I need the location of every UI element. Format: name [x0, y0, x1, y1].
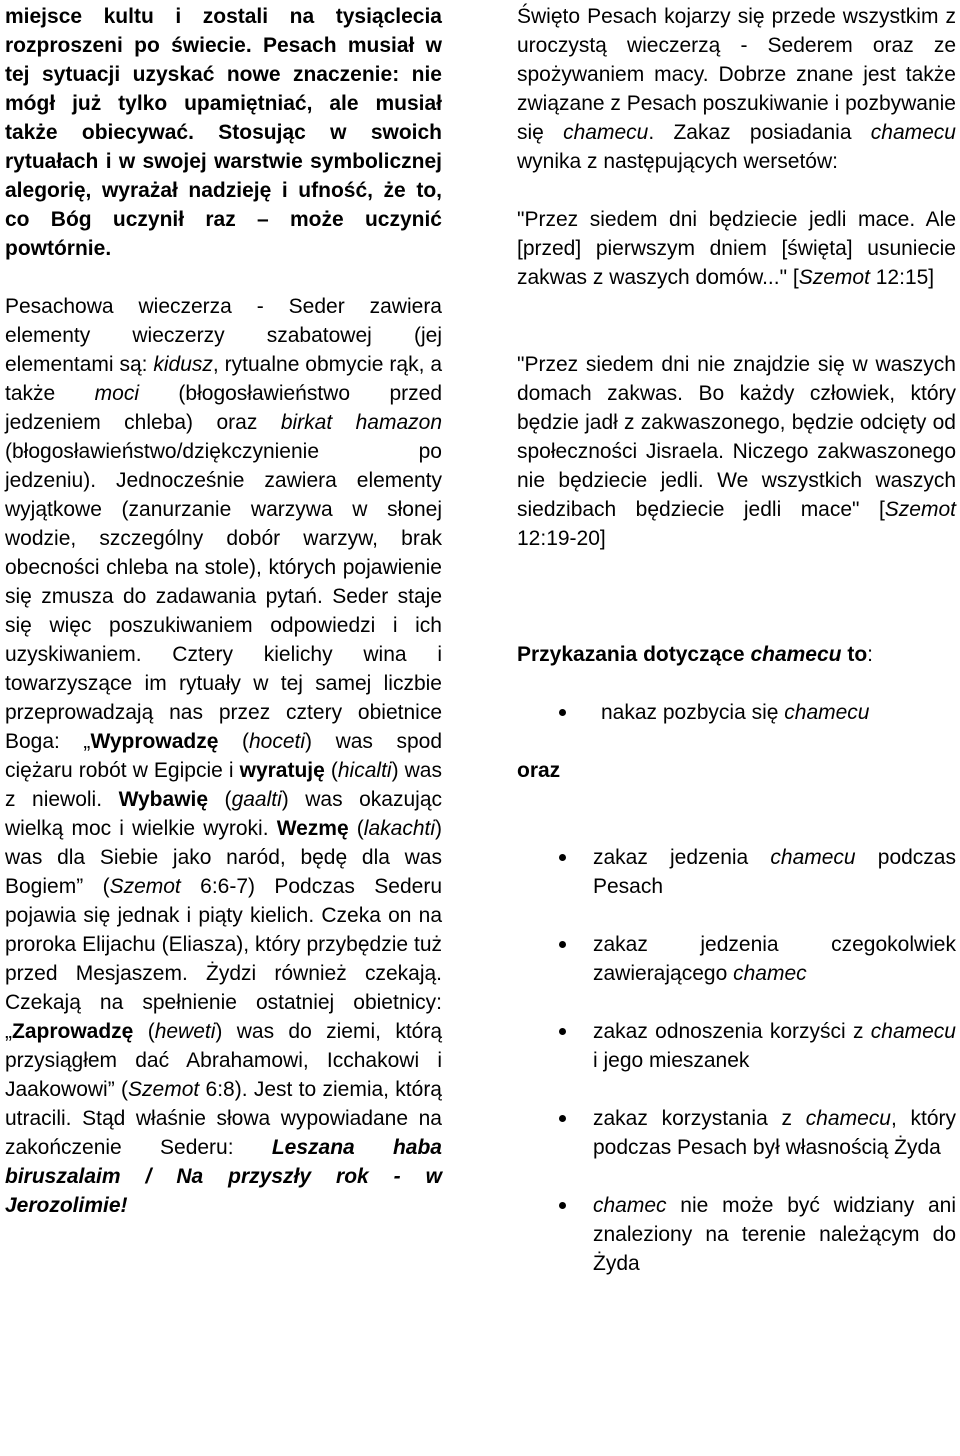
term-szemot: Szemot	[884, 498, 956, 521]
text-run: (	[348, 817, 364, 840]
text-run: Pesachowa wieczerza - Seder zawiera elementy wieczerzy szabatowej (jej elementami są:	[5, 295, 442, 376]
text-run: 6:8). Jest to ziemia, którą utracili. Stąd właśnie słowa wypowiadane na zakończenie Sederu:	[5, 1078, 442, 1159]
text-run: . Zakaz posiadania	[648, 121, 871, 144]
list-item	[517, 930, 956, 988]
quote-szemot-12-19-20	[517, 350, 956, 553]
term-italic: chamec	[733, 962, 807, 985]
term-italic: chamecu	[770, 846, 856, 869]
text-run: zakaz odnoszenia korzyści z	[593, 1020, 871, 1043]
term-hoceti: hoceti	[248, 730, 306, 753]
term-italic: chamecu	[805, 1107, 891, 1130]
text-run: 6:6-7) Podczas Sederu pojawia się jednak i piąty kielich. Czeka on na proroka Elijachu (Eliasza), który przybędzie tuż przed Mesjaszem. Żydzi również czekają. Czekają na spełnienie ostatniej obietnicy: „	[5, 875, 442, 1043]
text-run: (	[133, 1020, 155, 1043]
term-chamecu: chamecu	[870, 121, 956, 144]
pesach-intro-paragraph	[517, 2, 956, 176]
list-item	[517, 1104, 956, 1162]
seder-paragraph	[5, 292, 442, 1220]
text-run: , który podczas Pesach był własnością Żyda	[593, 1107, 956, 1159]
term-heweti: heweti	[154, 1020, 216, 1043]
commandments-list	[517, 843, 956, 1278]
quote-szemot-12-15	[517, 205, 956, 292]
list-item	[517, 843, 956, 901]
term-wyratuje: wyratuję	[239, 759, 325, 782]
term-chamecu: chamecu	[563, 121, 649, 144]
commandments-heading	[517, 640, 956, 669]
text-run: (	[208, 788, 232, 811]
term-italic: chamecu	[870, 1020, 956, 1043]
term-hicalti: hicalti	[337, 759, 392, 782]
term-szemot: Szemot	[128, 1078, 200, 1101]
text-run: (	[218, 730, 249, 753]
text-run: "Przez siedem dni nie znajdzie się w waszych domach zakwas. Bo każdy człowiek, który będzie jadł z zakwaszonego, będzie odcięty od społeczności Jisraela. Niczego zakwaszonego nie będziecie jedli. We wszystkich waszych siedzibach będziecie jedli mace" [	[517, 353, 956, 521]
text-run: wynika z następujących wersetów:	[517, 150, 838, 173]
text-run: (	[324, 759, 338, 782]
list-item	[517, 698, 956, 727]
closing-phrase: Leszana haba biruszalaim / Na przyszły rok - w Jerozolimie!	[5, 1136, 442, 1217]
text-run: zakaz jedzenia czegokolwiek zawierającego	[593, 933, 956, 985]
term-wyprowadze: Wyprowadzę	[90, 730, 219, 753]
text-run: 12:15]	[869, 266, 935, 289]
text-run: "Przez siedem dni będziecie jedli mace. Ale [przed] pierwszym dniem [święta] usuniecie zakwas z waszych domów..." [	[517, 208, 956, 289]
commandments-list-first	[517, 698, 956, 727]
term-wybawie: Wybawię	[118, 788, 209, 811]
text-run: to	[841, 643, 868, 666]
text-run: podczas Pesach	[593, 846, 956, 898]
text-run: ) was okazując wielką moc i wielkie wyroki.	[5, 788, 443, 840]
text-run: , rytualne obmycie rąk, a także	[5, 353, 442, 405]
text-run: nie może być widziany ani znaleziony na terenie należącym do Żyda	[593, 1194, 956, 1275]
term-moci: moci	[94, 382, 139, 405]
term-wezme: Wezmę	[276, 817, 349, 840]
text-run: zakaz korzystania z	[593, 1107, 806, 1130]
term-chamecu: chamecu	[750, 643, 842, 666]
text-run: ) was do ziemi, którą przysiągłem dać Abrahamowi, Icchakowi i Jaakowowi” (	[5, 1020, 443, 1101]
list-item	[517, 1017, 956, 1075]
text-run: Święto Pesach kojarzy się przede wszystkim z uroczystą wieczerzą - Sederem oraz ze spożywaniem macy. Dobrze znane jest także związane z Pesach poszukiwanie i pozbywanie się	[517, 5, 956, 144]
text-run: ) was dla Siebie jako naród, będę dla was Bogiem” (	[5, 817, 442, 898]
text-run: (błogosławieństwo/dziękczynienie po jedzeniu). Jednocześnie zawiera elementy wyjątkowe (zanurzanie warzywa w słonej wodzie, szczególny dobór warzyw, brak obecności chleba na stole), których pojawienie się zmusza do zadawania pytań. Seder staje się więc poszukiwaniem odpowiedzi i ich uzyskiwaniem. Cztery kielichy wina i towarzyszące im rytuały w tej samej liczbie przeprowadzają nas przez cztery obietnice Boga: „	[5, 440, 442, 753]
term-italic: chamec	[593, 1194, 667, 1217]
oraz-label: oraz	[517, 759, 561, 782]
text-run: ) was spod ciężaru robót w Egipcie i	[5, 730, 443, 782]
term-gaalti: gaalti	[231, 788, 282, 811]
text-run: zakaz jedzenia	[593, 846, 771, 869]
text-run: :	[867, 643, 873, 666]
term-szemot: Szemot	[798, 266, 870, 289]
term-chamecu: chamecu	[784, 701, 870, 724]
text-run: nakaz pozbycia się	[601, 701, 785, 724]
term-szemot: Szemot	[109, 875, 181, 898]
term-zaprowadze: Zaprowadzę	[12, 1020, 134, 1043]
text-run: ) was z niewoli.	[5, 759, 442, 811]
term-kidusz: kidusz	[153, 353, 213, 376]
term-birkat-hamazon: birkat hamazon	[280, 411, 443, 434]
text-run: i jego mieszanek	[593, 1049, 750, 1072]
intro-paragraph: miejsce kultu i zostali na tysiąclecia rozproszeni po świecie. Pesach musiał w tej sytuacji uzyskać nowe znaczenie: nie mógł już tylko upamiętniać, ale musiał także obiecywać. Stosując w swoich rytuałach i w swojej warstwie symbolicznej alegorię, wyrażał nadzieję i ufność, że to, co Bóg uczynił raz – może uczynić powtórnie.	[5, 5, 442, 260]
text-run: (błogosławieństwo przed jedzeniem chleba) oraz	[5, 382, 442, 434]
left-column	[5, 2, 442, 1220]
term-lakachti: lakachti	[363, 817, 435, 840]
list-item	[517, 1191, 956, 1278]
text-run: Przykazania dotyczące	[517, 643, 751, 666]
text-run: 12:19-20]	[517, 527, 606, 550]
right-column	[517, 2, 956, 1278]
